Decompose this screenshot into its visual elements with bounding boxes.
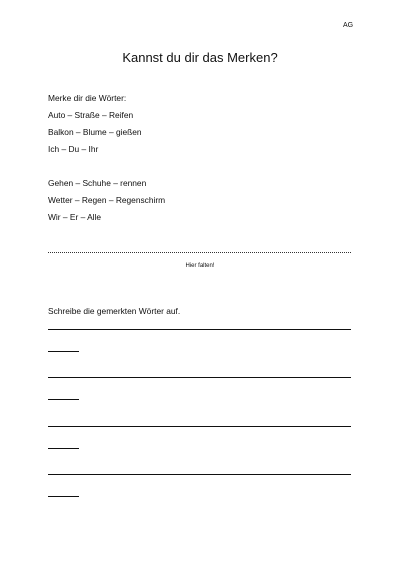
answer-instruction: Schreibe die gemerkten Wörter auf. <box>48 306 181 316</box>
answer-line[interactable] <box>48 377 351 378</box>
word-line: Gehen – Schuhe – rennen <box>48 178 147 188</box>
memorize-intro: Merke dir die Wörter: <box>48 93 127 103</box>
corner-tag: AG <box>343 22 354 29</box>
fold-label: Hier falten! <box>185 263 215 269</box>
answer-line[interactable] <box>48 474 351 475</box>
answer-line[interactable] <box>48 329 351 330</box>
word-line: Wir – Er – Alle <box>48 212 102 222</box>
word-line: Auto – Straße – Reifen <box>48 110 134 120</box>
word-line: Wetter – Regen – Regenschirm <box>48 195 166 205</box>
page-title: Kannst du dir das Merken? <box>122 50 278 65</box>
answer-line[interactable] <box>48 426 351 427</box>
word-line: Balkon – Blume – gießen <box>48 127 142 137</box>
answer-line-short[interactable] <box>48 496 79 497</box>
answer-line-short[interactable] <box>48 448 79 449</box>
fold-line <box>48 252 351 253</box>
answer-line-short[interactable] <box>48 351 79 352</box>
word-line: Ich – Du – Ihr <box>48 144 99 154</box>
answer-line-short[interactable] <box>48 399 79 400</box>
